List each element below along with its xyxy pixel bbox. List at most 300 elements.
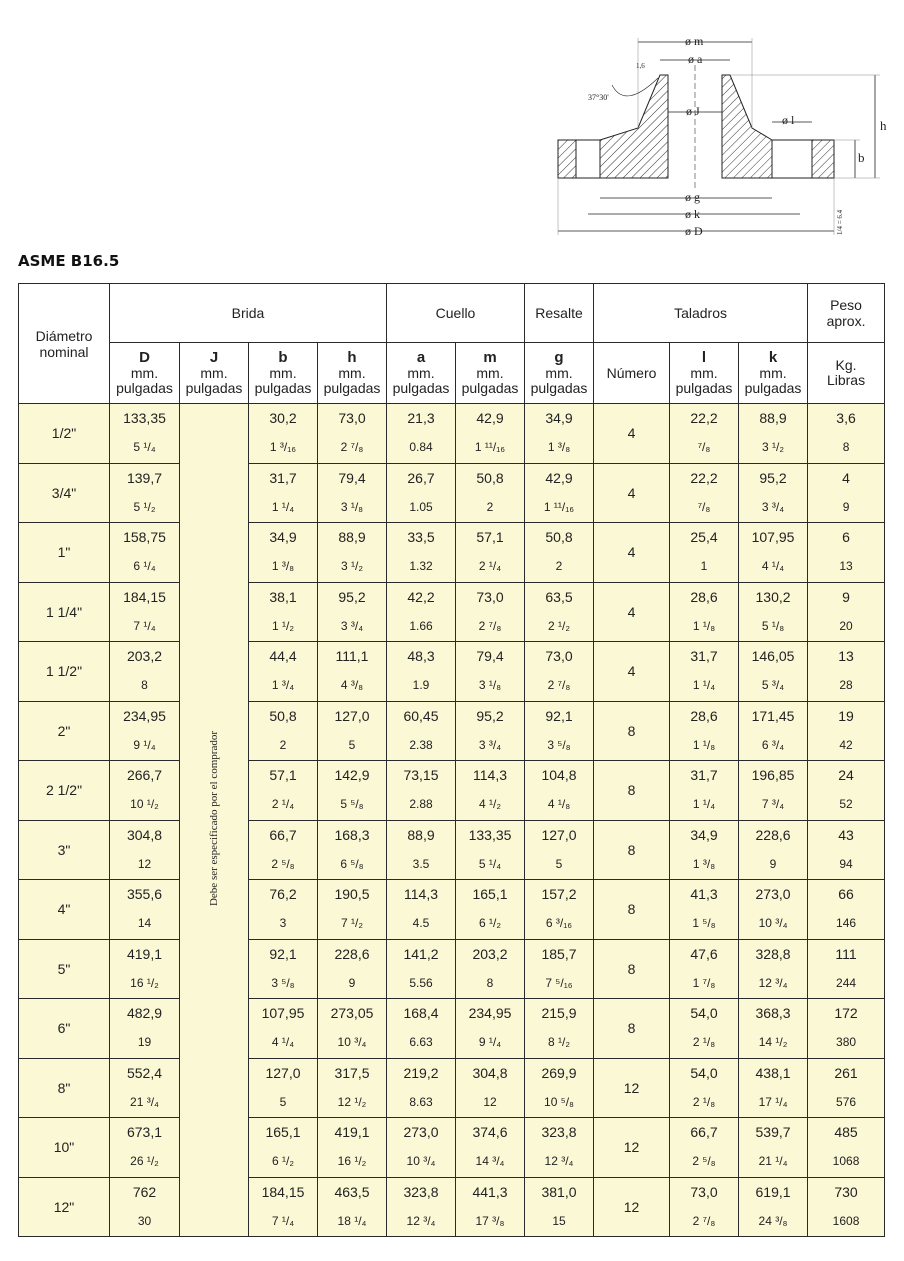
value-mm: 33,5	[407, 529, 435, 546]
value-in: 9	[769, 856, 777, 871]
cell-m	[456, 1058, 525, 1118]
cell-a	[387, 642, 456, 702]
cell-D	[110, 880, 180, 940]
value-mm: 165,1	[472, 886, 508, 903]
cell-h	[318, 701, 387, 761]
value-in: 9 ¹/₄	[478, 1035, 502, 1050]
header-col-m: m mm. pulgadas	[456, 343, 525, 404]
value-mm: 31,7	[269, 469, 297, 486]
value-mm: 419,1	[126, 945, 163, 962]
value-mm: 73,0	[338, 410, 366, 427]
value-in: 7 ³/₄	[761, 797, 785, 812]
cell-l	[670, 1058, 739, 1118]
cell-h	[318, 1118, 387, 1178]
cell-nominal: 12"	[19, 1177, 110, 1237]
value-mm: 762	[132, 1183, 157, 1200]
value-mm: 31,7	[690, 648, 718, 665]
cell-k	[739, 701, 808, 761]
value-mm: 730	[834, 1183, 858, 1200]
cell-num: 12	[594, 1058, 670, 1118]
value-mm: 266,7	[126, 767, 163, 784]
value-mm: 60,45	[403, 707, 439, 724]
value-in: 1 ¹¹/₁₆	[543, 499, 575, 514]
flange-section-right	[812, 140, 834, 178]
value-mm: 54,0	[690, 1064, 718, 1081]
cell-g	[525, 404, 594, 464]
cell-k	[739, 999, 808, 1059]
value-in: 5	[555, 856, 563, 871]
value-in: 5	[279, 1094, 287, 1109]
value-mm: 47,6	[690, 945, 718, 962]
cell-nominal: 1"	[19, 523, 110, 583]
cell-nominal: 2"	[19, 701, 110, 761]
value-mm: 30,2	[269, 410, 297, 427]
value-in: 19	[137, 1035, 152, 1050]
header-nominal: Diámetro nominal	[19, 284, 110, 404]
value-mm: 317,5	[334, 1064, 370, 1081]
value-in: 4 ¹/₈	[547, 797, 571, 812]
value-in: 26 ¹/₂	[130, 1154, 159, 1169]
value-mm: 107,95	[751, 529, 795, 546]
value-in: 10 ³/₄	[758, 916, 788, 931]
value-in: 0.84	[409, 440, 433, 455]
value-in: 6 ¹/₂	[479, 916, 501, 931]
value-mm: 28,6	[690, 588, 718, 605]
cell-nominal: 2 1/2"	[19, 761, 110, 821]
value-in: 24 ³/₈	[758, 1213, 788, 1228]
label-raise-height: 1/4 = 6.4	[836, 209, 844, 235]
value-mm: 21,3	[407, 410, 435, 427]
value-in: 12 ³/₄	[758, 975, 788, 990]
value-in: 3	[279, 916, 287, 931]
value-in: 6 ¹/₄	[133, 559, 156, 574]
value-lb: 20	[839, 618, 853, 633]
value-mm: 141,2	[403, 945, 439, 962]
cell-w	[808, 999, 885, 1059]
value-mm: 111	[835, 945, 857, 962]
value-in: 10 ⁵/₈	[544, 1094, 574, 1109]
value-mm: 66	[838, 886, 854, 903]
cell-D	[110, 1118, 180, 1178]
value-mm: 168,4	[403, 1005, 439, 1022]
value-mm: 127,0	[265, 1064, 301, 1081]
value-mm: 215,9	[541, 1005, 577, 1022]
value-in: 3 ³/₄	[340, 618, 364, 633]
value-mm: 172	[834, 1005, 858, 1022]
value-in: 2	[279, 737, 287, 752]
value-mm: 114,3	[473, 767, 507, 784]
value-mm: 88,9	[759, 410, 787, 427]
cell-num: 8	[594, 880, 670, 940]
cell-b	[249, 701, 318, 761]
value-mm: 142,9	[334, 767, 370, 784]
cell-g	[525, 463, 594, 523]
cell-a	[387, 939, 456, 999]
cell-num: 4	[594, 582, 670, 642]
value-mm: 48,3	[407, 648, 435, 665]
value-mm: 92,1	[269, 945, 297, 962]
value-in: 2 ¹/₈	[692, 1094, 716, 1109]
cell-b	[249, 523, 318, 583]
cell-D	[110, 761, 180, 821]
header-col-h: h mm. pulgadas	[318, 343, 387, 404]
cell-a	[387, 1058, 456, 1118]
value-in: 1 ³/₁₆	[269, 440, 297, 455]
label-m: ø m	[685, 34, 704, 48]
value-in: 1 ¹/₂	[272, 618, 294, 633]
value-in: 1 ¹/₄	[271, 499, 295, 514]
flange-diagram	[550, 30, 890, 245]
value-mm: 6	[842, 529, 850, 546]
cell-h	[318, 404, 387, 464]
value-mm: 438,1	[755, 1064, 791, 1081]
cell-num: 4	[594, 642, 670, 702]
value-mm: 95,2	[476, 707, 504, 724]
cell-nominal: 3"	[19, 820, 110, 880]
cell-w	[808, 1118, 885, 1178]
cell-m	[456, 523, 525, 583]
cell-l	[670, 404, 739, 464]
cell-b	[249, 761, 318, 821]
value-mm: 234,95	[468, 1005, 512, 1022]
cell-nominal: 1 1/4"	[19, 582, 110, 642]
value-mm: 168,3	[334, 826, 370, 843]
header-col-J: J mm. pulgadas	[180, 343, 249, 404]
value-mm: 34,9	[545, 410, 573, 427]
value-in: 1.66	[409, 618, 433, 633]
value-in: 7 ¹/₄	[271, 1213, 295, 1228]
cell-g	[525, 582, 594, 642]
cell-h	[318, 820, 387, 880]
cell-k	[739, 463, 808, 523]
cell-b	[249, 999, 318, 1059]
value-mm: 66,7	[269, 826, 297, 843]
value-in: 2	[486, 499, 494, 514]
value-mm: 13	[838, 648, 854, 665]
cell-b	[249, 642, 318, 702]
cell-l	[670, 582, 739, 642]
cell-g	[525, 761, 594, 821]
value-mm: 139,7	[126, 469, 163, 486]
value-in: 15	[552, 1213, 566, 1228]
cell-b	[249, 463, 318, 523]
label-D: ø D	[685, 224, 703, 238]
cell-nominal: 10"	[19, 1118, 110, 1178]
value-mm: 79,4	[476, 648, 504, 665]
value-in: 16 ¹/₂	[130, 975, 159, 990]
label-g: ø g	[685, 190, 700, 204]
table-body	[19, 404, 885, 1237]
value-mm: 374,6	[472, 1124, 508, 1141]
header-col-l: l mm. pulgadas	[670, 343, 739, 404]
cell-b	[249, 1058, 318, 1118]
header-brida: Brida	[110, 284, 387, 343]
cell-l	[670, 999, 739, 1059]
value-in: 2 ¹/₂	[548, 618, 571, 633]
cell-h	[318, 880, 387, 940]
value-mm: 228,6	[755, 826, 791, 843]
cell-num: 12	[594, 1177, 670, 1237]
cell-nominal: 3/4"	[19, 463, 110, 523]
value-in: 2 ⁵/₈	[271, 856, 295, 871]
value-mm: 323,8	[541, 1124, 577, 1141]
table-row	[19, 404, 885, 464]
value-mm: 185,7	[541, 945, 577, 962]
value-mm: 203,2	[126, 648, 163, 665]
value-mm: 190,5	[334, 886, 370, 903]
value-in: 8.63	[409, 1094, 433, 1109]
header-col-g: g mm. pulgadas	[525, 343, 594, 404]
cell-h	[318, 463, 387, 523]
table-row	[19, 880, 885, 940]
value-in: 5 ¹/₄	[478, 856, 502, 871]
value-mm: 368,3	[755, 1005, 791, 1022]
value-mm: 552,4	[126, 1064, 163, 1081]
value-in: 1 ¹/₄	[692, 797, 716, 812]
cell-nominal: 1 1/2"	[19, 642, 110, 702]
cell-m	[456, 761, 525, 821]
value-in: 7 ¹/₄	[133, 618, 156, 633]
cell-m	[456, 1177, 525, 1237]
value-in: 4 ¹/₄	[761, 559, 785, 574]
value-mm: 26,7	[407, 469, 435, 486]
cell-g	[525, 939, 594, 999]
cell-w	[808, 642, 885, 702]
cell-k	[739, 404, 808, 464]
cell-g	[525, 701, 594, 761]
cell-h	[318, 523, 387, 583]
value-mm: 73,0	[476, 588, 504, 605]
value-in: 1 ¹/₄	[692, 678, 716, 693]
value-mm: 184,15	[123, 588, 166, 605]
cell-w	[808, 761, 885, 821]
cell-l	[670, 880, 739, 940]
value-in: 2 ⁷/₈	[547, 678, 571, 693]
cell-D	[110, 999, 180, 1059]
cell-g	[525, 1058, 594, 1118]
value-mm: 234,95	[123, 707, 166, 724]
cell-g	[525, 999, 594, 1059]
value-mm: 219,2	[403, 1064, 439, 1081]
value-in: 1 ³/₈	[547, 440, 571, 455]
value-in: 30	[137, 1213, 152, 1228]
cell-g	[525, 642, 594, 702]
cell-D	[110, 642, 180, 702]
header-col-D: D mm. pulgadas	[110, 343, 180, 404]
header-col-a: a mm. pulgadas	[387, 343, 456, 404]
value-mm: 127,0	[541, 826, 577, 843]
cell-m	[456, 880, 525, 940]
value-in: 14 ³/₄	[475, 1154, 505, 1169]
value-mm: 54,0	[690, 1005, 718, 1022]
value-mm: 43	[838, 826, 854, 843]
value-mm: 171,45	[751, 707, 795, 724]
cell-D	[110, 1177, 180, 1237]
value-mm: 31,7	[690, 767, 718, 784]
value-in: 5 ¹/₂	[133, 499, 156, 514]
value-in: 9 ¹/₄	[133, 737, 156, 752]
value-mm: 619,1	[755, 1183, 791, 1200]
cell-b	[249, 820, 318, 880]
value-in: 2.38	[409, 737, 433, 752]
cell-b	[249, 1177, 318, 1237]
value-in: 3 ³/₄	[761, 499, 785, 514]
value-in: 8 ¹/₂	[548, 1035, 571, 1050]
value-mm: 88,9	[407, 826, 435, 843]
value-mm: 673,1	[126, 1124, 163, 1141]
value-mm: 111,1	[335, 648, 369, 665]
value-in: 17 ¹/₄	[758, 1094, 788, 1109]
value-lb: 42	[839, 737, 853, 752]
value-lb: 94	[839, 856, 853, 871]
cell-b	[249, 1118, 318, 1178]
cell-b	[249, 404, 318, 464]
cell-g	[525, 1118, 594, 1178]
flange-dimensions-table	[18, 283, 885, 1237]
cell-num: 8	[594, 701, 670, 761]
cell-num: 8	[594, 999, 670, 1059]
cell-a	[387, 404, 456, 464]
value-mm: 3,6	[836, 410, 856, 427]
value-lb: 28	[839, 678, 853, 693]
value-mm: 146,05	[751, 648, 795, 665]
value-mm: 130,2	[755, 588, 791, 605]
value-in: 2 ⁷/₈	[478, 618, 502, 633]
value-mm: 196,85	[751, 767, 795, 784]
value-in: 18 ¹/₄	[337, 1213, 367, 1228]
cell-D	[110, 523, 180, 583]
cell-g	[525, 523, 594, 583]
value-in: 9	[348, 975, 356, 990]
cell-m	[456, 1118, 525, 1178]
value-mm: 50,8	[545, 529, 573, 546]
table-row	[19, 642, 885, 702]
value-in: 1.32	[409, 559, 433, 574]
hub-section-left	[600, 75, 668, 178]
cell-w	[808, 1058, 885, 1118]
cell-l	[670, 642, 739, 702]
value-in: 2 ⁷/₈	[692, 1213, 716, 1228]
cell-k	[739, 939, 808, 999]
cell-a	[387, 463, 456, 523]
value-lb: 9	[842, 499, 850, 514]
value-mm: 441,3	[472, 1183, 508, 1200]
value-mm: 381,0	[541, 1183, 577, 1200]
cell-k	[739, 880, 808, 940]
value-in: 3 ¹/₈	[340, 499, 364, 514]
value-in: 3 ³/₄	[478, 737, 502, 752]
value-in: 1 ³/₈	[692, 856, 716, 871]
value-mm: 107,95	[261, 1005, 305, 1022]
cell-nominal: 8"	[19, 1058, 110, 1118]
value-mm: 133,35	[468, 826, 512, 843]
cell-a	[387, 701, 456, 761]
value-in: 12	[483, 1094, 497, 1109]
value-mm: 19	[838, 707, 854, 724]
cell-num: 8	[594, 761, 670, 821]
value-in: 6 ⁵/₈	[340, 856, 364, 871]
cell-g	[525, 1177, 594, 1237]
value-mm: 42,2	[407, 588, 435, 605]
cell-k	[739, 1177, 808, 1237]
cell-h	[318, 1058, 387, 1118]
value-in: 21 ³/₄	[130, 1094, 159, 1109]
value-in: 6 ³/₄	[761, 737, 785, 752]
value-in: 12 ¹/₂	[337, 1094, 367, 1109]
value-mm: 57,1	[269, 767, 297, 784]
value-mm: 73,0	[690, 1183, 718, 1200]
value-in: 5 ¹/₄	[133, 440, 156, 455]
cell-h	[318, 761, 387, 821]
value-in: 2	[555, 559, 563, 574]
cell-num: 8	[594, 939, 670, 999]
cell-D	[110, 582, 180, 642]
cell-m	[456, 939, 525, 999]
cell-k	[739, 582, 808, 642]
cell-k	[739, 1058, 808, 1118]
value-lb: 1608	[832, 1213, 860, 1228]
cell-nominal: 1/2"	[19, 404, 110, 464]
value-mm: 63,5	[545, 588, 573, 605]
standard-title: ASME B16.5	[18, 252, 120, 270]
value-mm: 79,4	[338, 469, 366, 486]
cell-l	[670, 820, 739, 880]
value-lb: 1068	[832, 1154, 860, 1169]
cell-k	[739, 761, 808, 821]
value-in: 1 ¹¹/₁₆	[474, 440, 506, 455]
value-in: 2 ¹/₄	[271, 797, 295, 812]
value-mm: 66,7	[690, 1124, 718, 1141]
value-mm: 157,2	[541, 886, 577, 903]
cell-b	[249, 582, 318, 642]
value-mm: 34,9	[690, 826, 718, 843]
label-h: h	[880, 118, 887, 133]
value-in: 3 ¹/₈	[478, 678, 502, 693]
value-in: 4 ¹/₂	[479, 797, 501, 812]
cell-J-note	[180, 404, 249, 1237]
J-note-text: Debe ser especificado por el comprador	[208, 730, 220, 906]
value-in: 21 ¹/₄	[758, 1154, 788, 1169]
cell-D	[110, 463, 180, 523]
value-in: 5	[348, 737, 356, 752]
value-mm: 73,0	[545, 648, 573, 665]
cell-D	[110, 404, 180, 464]
table-row	[19, 463, 885, 523]
cell-a	[387, 761, 456, 821]
value-in: 12	[137, 856, 152, 871]
cell-h	[318, 1177, 387, 1237]
cell-a	[387, 523, 456, 583]
value-in: 7 ¹/₂	[341, 916, 363, 931]
value-in: 8	[141, 678, 148, 693]
value-in: 4 ¹/₄	[271, 1035, 295, 1050]
cell-g	[525, 880, 594, 940]
value-in: 1 ⁷/₈	[692, 975, 716, 990]
value-mm: 203,2	[472, 945, 508, 962]
value-mm: 328,8	[755, 945, 791, 962]
value-in: 1 ³/₄	[271, 678, 295, 693]
cell-b	[249, 939, 318, 999]
cell-l	[670, 939, 739, 999]
value-mm: 228,6	[334, 945, 370, 962]
label-angle: 37°30'	[588, 93, 609, 102]
value-lb: 576	[836, 1094, 857, 1109]
cell-a	[387, 820, 456, 880]
value-mm: 273,0	[755, 886, 791, 903]
cell-D	[110, 701, 180, 761]
value-lb: 13	[839, 559, 853, 574]
value-lb: 8	[842, 440, 850, 455]
